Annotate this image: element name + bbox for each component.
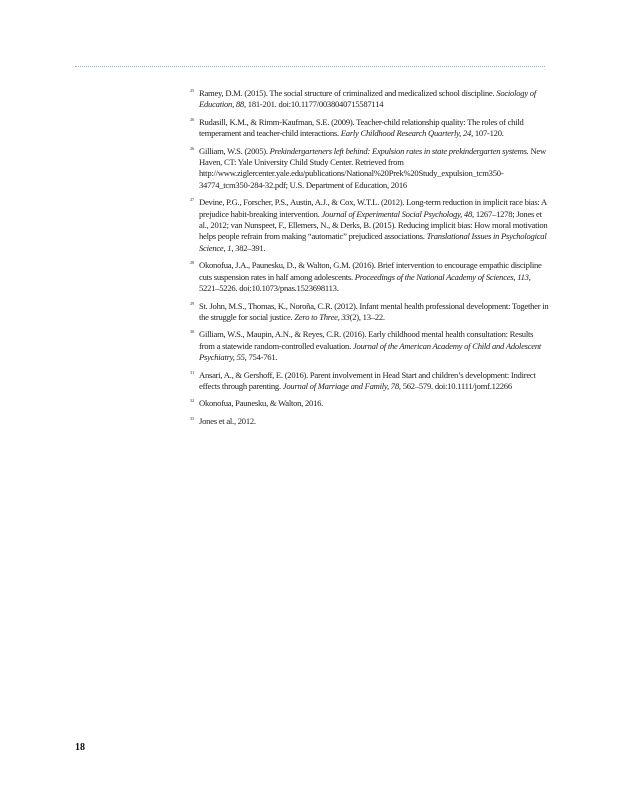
citation-source-title: Zero to Three, 33 (294, 311, 350, 322)
citation-text: , 5221–5226. doi:10.1073/pnas.1523698113. (199, 271, 531, 294)
endnote-item (190, 88, 550, 111)
citation-source-title: Translational Issues in Psychological Science, 1 (199, 231, 547, 253)
citation-text: Rudasill, K.M., & Rimm-Kaufman, S.E. (2009). Teacher-child relationship quality: The roles of child temperament and teacher-child interactions. (199, 116, 524, 139)
citation-text: Devine, P.G., Forscher, P.S., Austin, A.J., & Cox, W.T.L. (2012). Long-term reduction in implicit race bias: A prejudice habit-breaking intervention. (199, 197, 547, 219)
endnote-text (199, 398, 323, 408)
endnotes-list (190, 88, 550, 433)
citation-source-title: Early Childhood Research Quarterly, 24 (340, 128, 472, 139)
citation-text: St. John, M.S., Thomas, K., Noroña, C.R. (2012). Infant mental health professional development: Together in the struggle for social justice. (199, 300, 549, 322)
endnote-number: 33 (190, 415, 194, 421)
endnote-number: 29 (190, 300, 194, 306)
citation-text: Okonofua, J.A., Paunesku, D., & Walton, G.M. (2016). Brief intervention to encourage empathic discipline cuts suspension rates in half among adolescents. (199, 260, 542, 282)
endnote-item (190, 197, 550, 254)
citation-source-title: Proceedings of the National Academy of Sciences, 113 (354, 271, 529, 282)
citation-text: (2), 13–22. (349, 311, 385, 322)
citation-text: New Haven, CT: Yale University Child Study Center. Retrieved from http://www.ziglercenter.yale.edu/publications/National%20Prek%20Study_expulsion_tcm350-34774_tcm350-284-32.pdf; U.S. Department of Education, 2016 (199, 145, 546, 190)
endnote-number: 27 (190, 197, 194, 203)
endnote-number: 31 (190, 369, 194, 375)
endnote-text (199, 197, 547, 253)
citation-source-title: Journal of the American Academy of Child and Adolescent Psychiatry, 55 (199, 340, 542, 363)
endnote-number: 26 (190, 116, 194, 122)
citation-source-title: Sociology of Education, 88 (199, 88, 536, 110)
endnote-item (190, 117, 550, 140)
endnote-text (199, 416, 256, 426)
endnote-item (190, 370, 550, 393)
endnote-text (199, 301, 548, 322)
citation-text: Gilliam, W.S. (2005). (199, 145, 270, 156)
citation-text: Gilliam, W.S., Maupin, A.N., & Reyes, C.R. (2016). Early childhood mental health consultation: Results from a statewide random-controlled evaluation. (199, 329, 534, 351)
endnote-number: 32 (190, 398, 194, 404)
endnote-number: 25 (190, 88, 194, 93)
endnote-item (190, 301, 550, 324)
endnote-item (190, 416, 550, 427)
endnote-text (199, 260, 542, 293)
citation-text: , 382–391. (231, 242, 266, 253)
endnote-text (199, 117, 524, 138)
endnote-text (199, 146, 546, 190)
citation-text: , 562–579. doi:10.1111/jomf.12266 (398, 380, 512, 391)
citation-text: , 107-120. (471, 128, 504, 139)
citation-source-title: Journal of Experimental Social Psychology, 48 (321, 208, 473, 219)
endnote-number: 26 (190, 145, 194, 151)
endnote-item (190, 260, 550, 294)
page-number: 18 (75, 742, 85, 753)
endnote-number: 30 (190, 329, 194, 335)
endnote-item (190, 146, 550, 192)
citation-text: Ramey, D.M. (2015). The social structure of criminalized and medicalized school discipline. (199, 88, 497, 98)
citation-text: , 1267–1278; Jones et al., 2012; van Nunspeet, F., Ellemers, N., & Derks, B. (2015). Reducing implicit bias: How moral motivation helps people refrain from making “automatic” prejudiced associations. (199, 208, 548, 242)
citation-text: Okonofua, Paunesku, & Walton, 2016. (199, 398, 324, 409)
citation-source-title: Prekindergarteners left behind: Expulsion rates in state prekindergarten systems. (269, 145, 529, 156)
header-dotted-rule (75, 66, 545, 67)
endnote-text (199, 88, 536, 109)
endnote-number: 28 (190, 260, 194, 266)
endnote-item (190, 329, 550, 363)
endnote-text (199, 329, 541, 362)
citation-source-title: Journal of Marriage and Family, 78 (282, 380, 399, 391)
citation-text: , 181-201. doi:10.1177/0038040715587114 (243, 99, 384, 110)
citation-text: Jones et al., 2012. (199, 415, 256, 426)
citation-text: , 754-761. (244, 352, 278, 363)
citation-text: Ansari, A., & Gershoff, E. (2016). Parent involvement in Head Start and children’s development: Indirect effects through parenting. (199, 369, 536, 391)
endnote-text (199, 370, 536, 391)
endnote-item (190, 398, 550, 409)
